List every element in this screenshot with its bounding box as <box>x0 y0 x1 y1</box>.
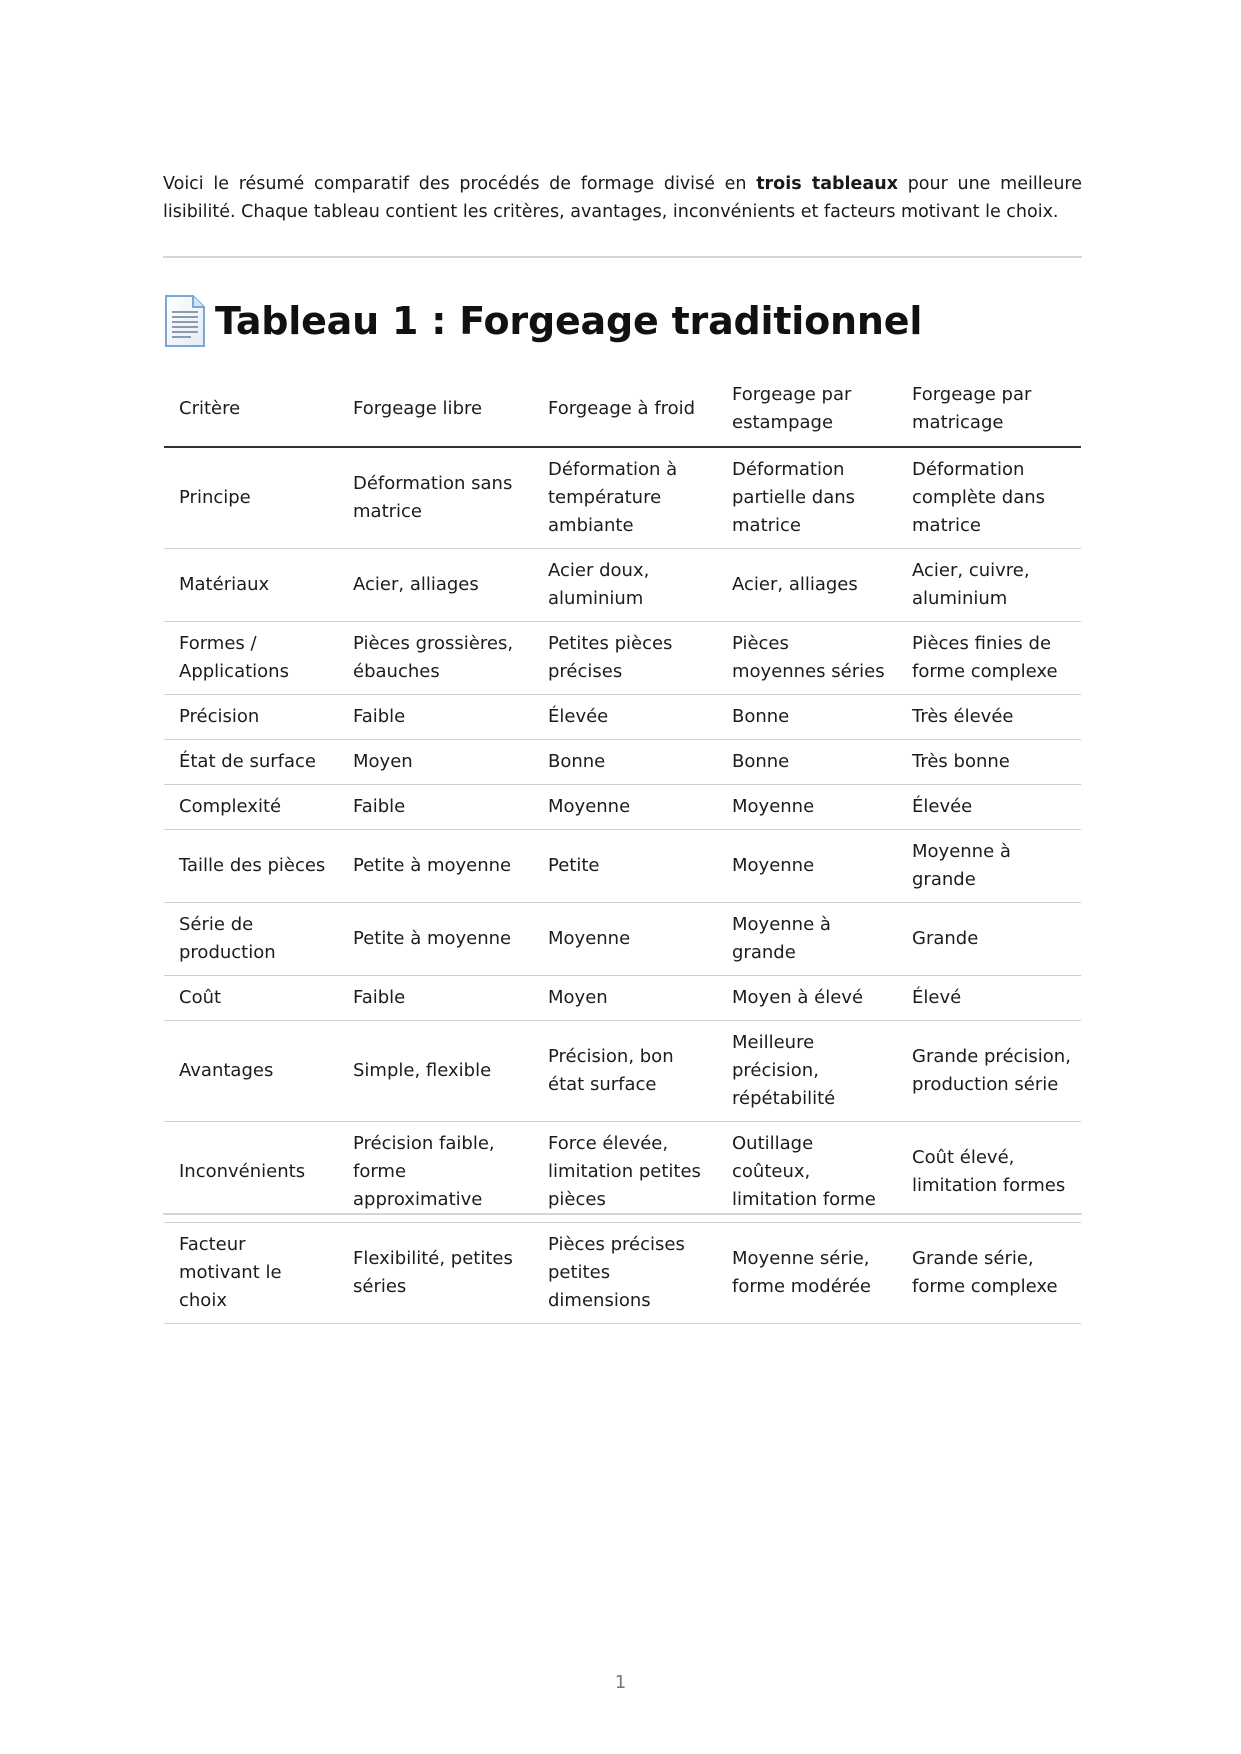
page-document-icon <box>163 294 207 348</box>
table-cell: Faible <box>338 976 533 1021</box>
table-cell: Petite <box>533 830 717 903</box>
row-criterion-cell: Inconvénients <box>164 1122 338 1223</box>
table-cell: Moyenne <box>533 903 717 976</box>
table-cell: Grande précision, production série <box>897 1021 1081 1122</box>
table-row <box>164 1223 1081 1324</box>
table-cell: Grande série, forme complexe <box>897 1223 1081 1324</box>
table-row <box>164 1122 1081 1223</box>
table-cell: Élevée <box>533 695 717 740</box>
table-row <box>164 830 1081 903</box>
row-criterion-cell: Avantages <box>164 1021 338 1122</box>
intro-bold-text: trois tableaux <box>756 174 898 194</box>
table-cell: Très bonne <box>897 740 1081 785</box>
table-row <box>164 447 1081 549</box>
table-row <box>164 622 1081 695</box>
table-row <box>164 549 1081 622</box>
comparison-table <box>164 372 1081 1324</box>
table-cell: Moyenne série, forme modérée <box>717 1223 897 1324</box>
table-cell: Déformation à température ambiante <box>533 447 717 549</box>
row-criterion-cell: Matériaux <box>164 549 338 622</box>
table-cell: Pièces finies de forme complexe <box>897 622 1081 695</box>
page-number: 1 <box>614 1672 627 1693</box>
column-header: Forgeage par estampage <box>717 372 897 447</box>
row-criterion-cell: Formes / Applications <box>164 622 338 695</box>
table-cell: Moyenne <box>717 785 897 830</box>
divider-bottom <box>163 1213 1082 1215</box>
table-cell: Outillage coûteux, limitation forme <box>717 1122 897 1223</box>
column-header: Forgeage libre <box>338 372 533 447</box>
intro-text-start: Voici le résumé comparatif des procédés de formage divisé en <box>163 174 757 194</box>
column-header: Forgeage à froid <box>533 372 717 447</box>
table-cell: Faible <box>338 785 533 830</box>
table-cell: Déformation complète dans matrice <box>897 447 1081 549</box>
table-cell: Petites pièces précises <box>533 622 717 695</box>
table-cell: Pièces moyennes séries <box>717 622 897 695</box>
column-header: Forgeage par matricage <box>897 372 1081 447</box>
table-body <box>164 447 1081 1324</box>
row-criterion-cell: Taille des pièces <box>164 830 338 903</box>
table-cell: Petite à moyenne <box>338 830 533 903</box>
table-cell: Pièces précises petites dimensions <box>533 1223 717 1324</box>
table-cell: Petite à moyenne <box>338 903 533 976</box>
table-row <box>164 695 1081 740</box>
table-cell: Bonne <box>533 740 717 785</box>
row-criterion-cell: Principe <box>164 447 338 549</box>
row-criterion-cell: Précision <box>164 695 338 740</box>
table-cell: Élevé <box>897 976 1081 1021</box>
table-cell: Flexibilité, petites séries <box>338 1223 533 1324</box>
table-cell: Élevée <box>897 785 1081 830</box>
row-criterion-cell: Facteur motivant le choix <box>164 1223 338 1324</box>
table-cell: Moyenne <box>533 785 717 830</box>
table-cell: Acier, cuivre, aluminium <box>897 549 1081 622</box>
table-cell: Faible <box>338 695 533 740</box>
table-cell: Simple, flexible <box>338 1021 533 1122</box>
table-cell: Coût élevé, limitation formes <box>897 1122 1081 1223</box>
row-criterion-cell: Série de production <box>164 903 338 976</box>
section-title: Tableau 1 : Forgeage traditionnel <box>215 299 923 343</box>
table-cell: Précision, bon état surface <box>533 1021 717 1122</box>
table-cell: Moyen à élevé <box>717 976 897 1021</box>
divider-top <box>163 256 1082 258</box>
intro-paragraph <box>163 170 1082 226</box>
row-criterion-cell: Complexité <box>164 785 338 830</box>
table-cell: Meilleure précision, répétabilité <box>717 1021 897 1122</box>
intro-text-end: pour une meilleure lisibilité. Chaque tableau contient les critères, avantages, inconvénients et facteurs motivant le choix. <box>163 174 1082 222</box>
row-criterion-cell: État de surface <box>164 740 338 785</box>
table-cell: Acier doux, aluminium <box>533 549 717 622</box>
table-cell: Précision faible, forme approximative <box>338 1122 533 1223</box>
column-header: Critère <box>164 372 338 447</box>
table-cell: Acier, alliages <box>338 549 533 622</box>
table-row <box>164 785 1081 830</box>
table-row <box>164 1021 1081 1122</box>
table-cell: Moyen <box>338 740 533 785</box>
table-cell: Moyenne <box>717 830 897 903</box>
table-cell: Acier, alliages <box>717 549 897 622</box>
table-cell: Moyen <box>533 976 717 1021</box>
section-heading <box>163 288 922 354</box>
table-cell: Déformation partielle dans matrice <box>717 447 897 549</box>
row-criterion-cell: Coût <box>164 976 338 1021</box>
table-cell: Bonne <box>717 695 897 740</box>
table-cell: Déformation sans matrice <box>338 447 533 549</box>
table-cell: Grande <box>897 903 1081 976</box>
table-cell: Pièces grossières, ébauches <box>338 622 533 695</box>
table-cell: Moyenne à grande <box>717 903 897 976</box>
table-header-row <box>164 372 1081 447</box>
table-row <box>164 976 1081 1021</box>
table-cell: Très élevée <box>897 695 1081 740</box>
table-cell: Bonne <box>717 740 897 785</box>
table-cell: Force élevée, limitation petites pièces <box>533 1122 717 1223</box>
table-row <box>164 903 1081 976</box>
table-row <box>164 740 1081 785</box>
table-cell: Moyenne à grande <box>897 830 1081 903</box>
